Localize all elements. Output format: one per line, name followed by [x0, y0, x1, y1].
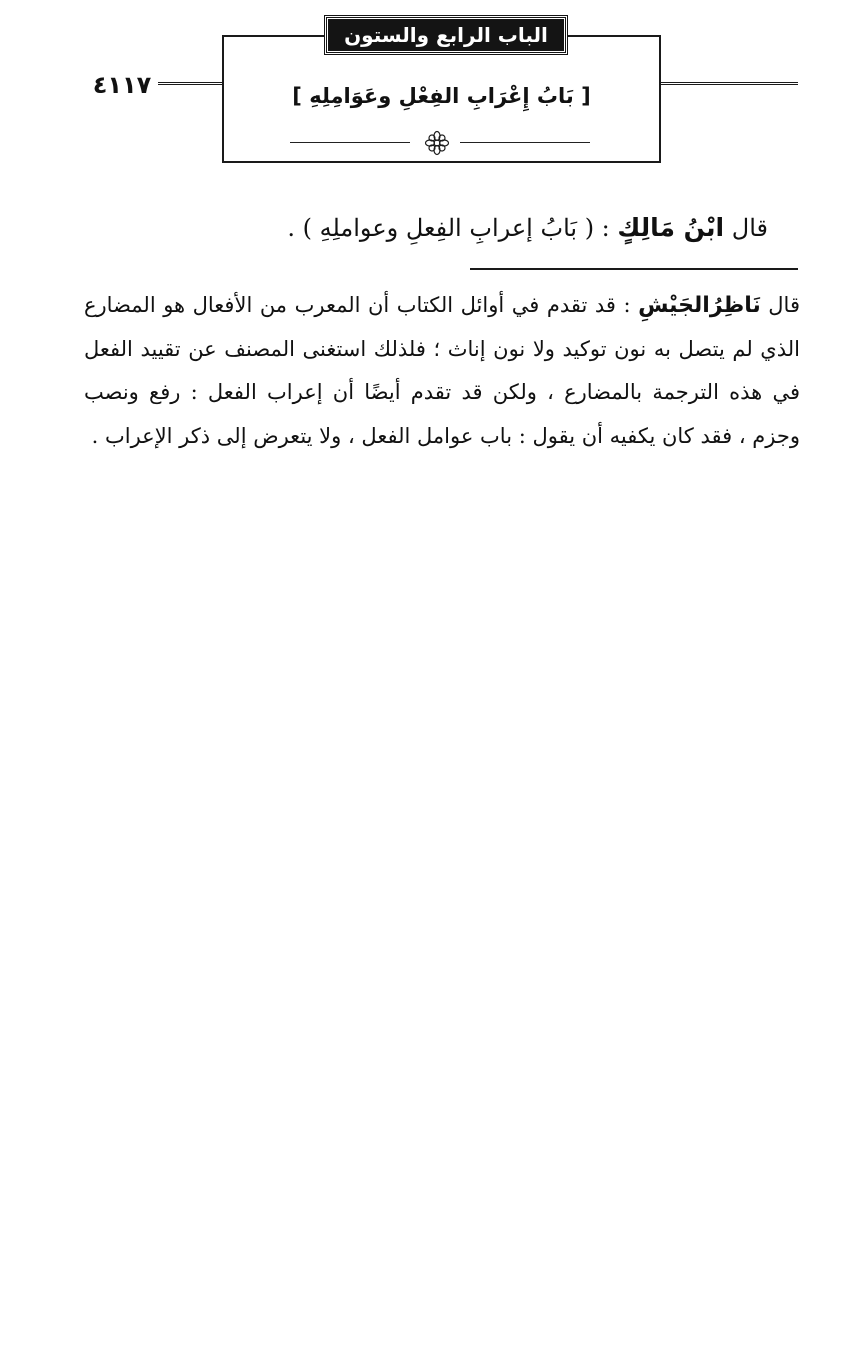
- quote-text: : ( بَابُ إعرابِ الفِعلِ وعواملِهِ ) .: [287, 214, 610, 242]
- commentary-speaker: نَاظِرُالجَيْشِ: [638, 293, 761, 318]
- quote-prefix: قال: [731, 214, 768, 242]
- floral-rosette-icon: [424, 130, 450, 156]
- section-title: [ بَابُ إِعْرَابِ الفِعْلِ وعَوَامِلِهِ ]: [292, 84, 591, 108]
- commentary-prefix: قال: [768, 293, 800, 317]
- quote-speaker: ابْنُ مَالِكٍ: [617, 213, 725, 242]
- header-rule-right: [660, 82, 798, 85]
- ornament-line-right: [460, 142, 590, 143]
- page-number: ٤١١٧: [92, 71, 152, 99]
- chapter-label: الباب الرابع والستون: [325, 16, 567, 54]
- quote-line: [148, 208, 768, 248]
- section-divider: [470, 268, 798, 270]
- ornament-divider: [290, 130, 590, 156]
- commentary-paragraph: [84, 284, 800, 458]
- ornament-line-left: [290, 142, 410, 143]
- header-rule-left: [158, 82, 224, 85]
- commentary-text: : قد تقدم في أوائل الكتاب أن المعرب من الأفعال هو المضارع الذي لم يتصل به نون توكيد ولا نون إناث ؛ فلذلك استغنى المصنف عن تقييد الفعل في هذه الترجمة بالمضارع ، ولكن قد تقدم أيضًا أن إعراب الفعل : رفع ونصب وجزم ، فقد كان يكفيه أن يقول : باب عوامل الفعل ، ولا يتعرض إلى ذكر الإعراب .: [84, 293, 800, 448]
